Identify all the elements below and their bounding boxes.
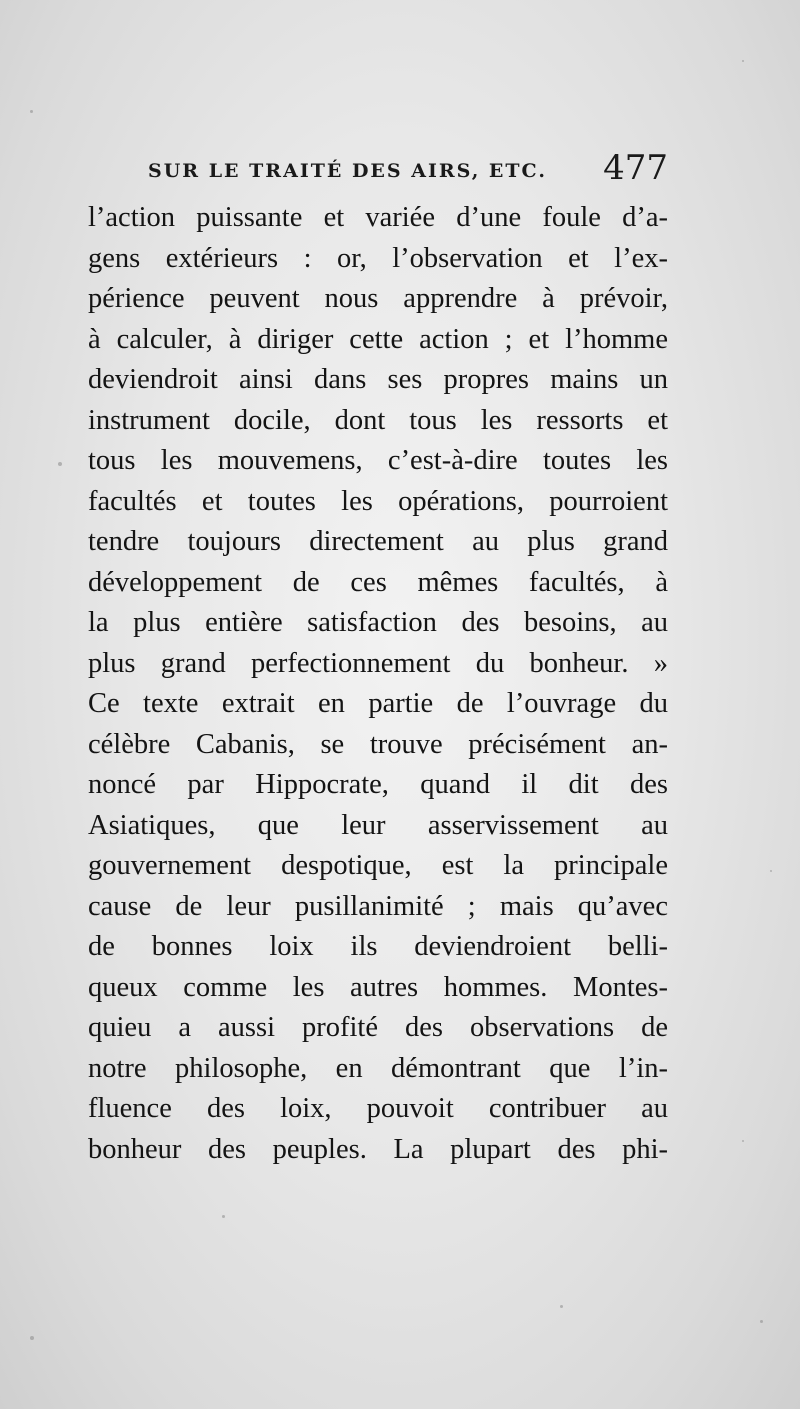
text-line: quieu a aussi profité des observations de [88,1012,668,1043]
paper-speck [770,870,772,872]
text-line: instrument docile, dont tous les ressorts et [88,404,668,436]
paper-speck [742,1140,744,1142]
text-line: gouvernement despotique, est la principale [88,850,668,881]
text-line: queux comme les autres hommes. Montes- [88,971,668,1003]
text-line: périence peuvent nous apprendre à prévoir, [88,283,668,314]
running-head [148,148,668,198]
text-line: tendre toujours directement au plus grand [88,526,668,557]
page-number: 477 [603,148,668,188]
paper-speck [222,1215,225,1218]
text-line: l’action puissante et variée d’une foule d’a- [88,202,668,233]
text-line: facultés et toutes les opérations, pourroient [88,485,668,517]
text-line: bonheur des peuples. La plupart des phi- [88,1133,668,1165]
text-line: de bonnes loix ils deviendroient belli- [88,931,668,962]
text-line: plus grand perfectionnement du bonheur. » [88,647,668,679]
text-line: tous les mouvemens, c’est-à-dire toutes les [88,445,668,476]
text-line: noncé par Hippocrate, quand il dit des [88,769,668,800]
text-line: gens extérieurs : or, l’observation et l’ex- [88,242,668,274]
text-line: à calculer, à diriger cette action ; et l’homme [88,323,668,355]
text-line: célèbre Cabanis, se trouve précisément an- [88,728,668,760]
paper-speck [560,1305,563,1308]
text-line: Ce texte extrait en partie de l’ouvrage du [88,688,668,719]
paper-speck [58,462,62,466]
text-line: notre philosophe, en démontrant que l’in- [88,1052,668,1084]
text-line: cause de leur pusillanimité ; mais qu’avec [88,890,668,922]
paper-speck [30,110,33,113]
paper-speck [760,1320,763,1323]
text-line: développement de ces mêmes facultés, à [88,566,668,598]
text-line: Asiatiques, que leur asservissement au [88,809,668,841]
text-line: fluence des loix, pouvoit contribuer au [88,1093,668,1124]
body-text [88,198,668,1170]
paper-speck [742,60,744,62]
text-line: la plus entière satisfaction des besoins, au [88,607,668,638]
text-line: deviendroit ainsi dans ses propres mains un [88,364,668,395]
paper-speck [30,1336,34,1340]
running-title: SUR LE TRAITÉ DES AIRS, ETC. [148,160,547,182]
